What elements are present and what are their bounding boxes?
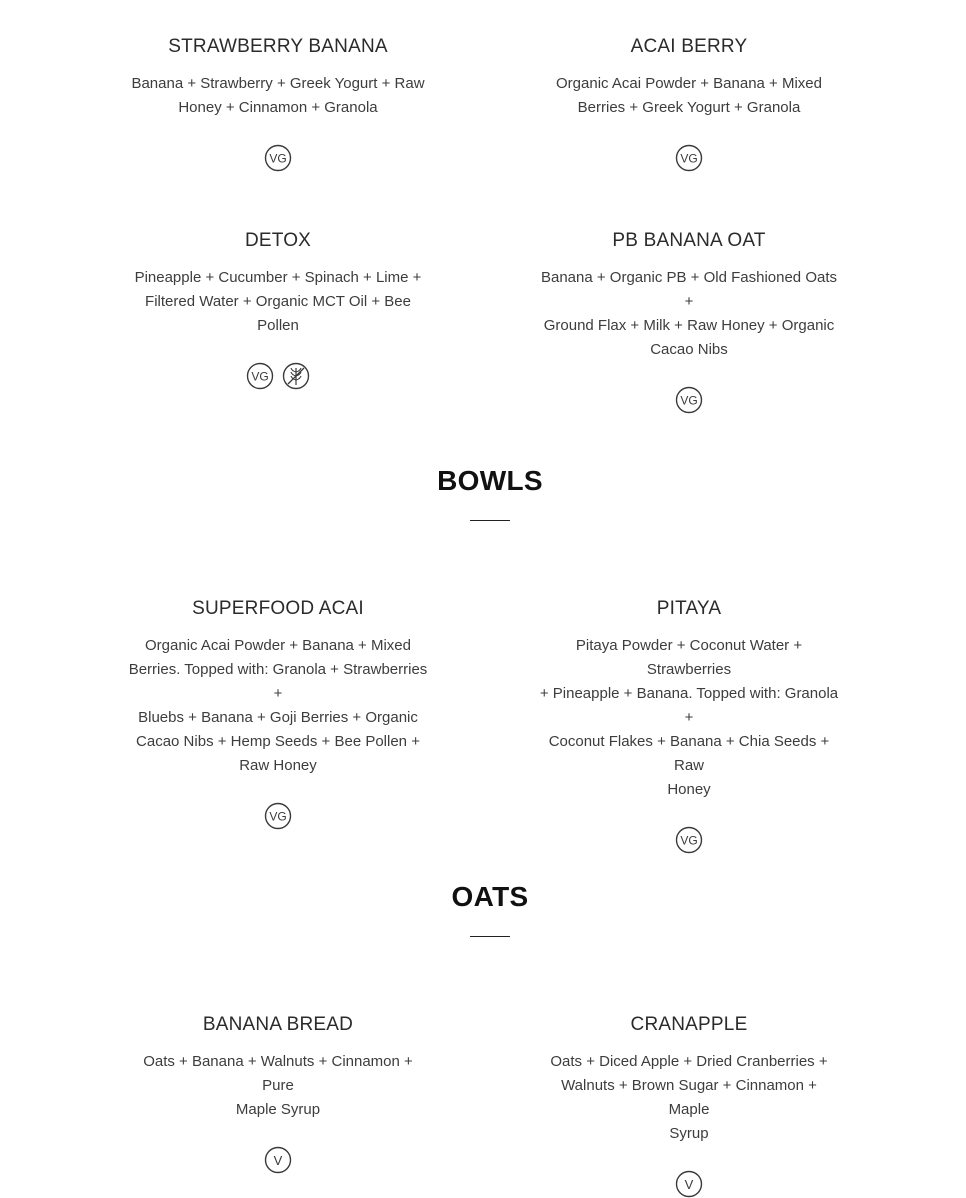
item-description: Banana + Organic PB + Old Fashioned Oats + Ground Flax + Milk + Raw Honey + Organic Cacao Nibs bbox=[540, 269, 837, 358]
menu-item-pb-banana-oat bbox=[539, 229, 839, 414]
item-description: Organic Acai Powder + Banana + Mixed Berries + Greek Yogurt + Granola bbox=[556, 75, 822, 116]
item-description: Pineapple + Cucumber + Spinach + Lime + Filtered Water + Organic MCT Oil + Bee Pollen bbox=[134, 269, 422, 334]
vegan-icon bbox=[264, 1146, 292, 1174]
item-name: PITAYA bbox=[656, 598, 722, 619]
menu-item-detox bbox=[128, 229, 428, 390]
item-name: BANANA BREAD bbox=[202, 1014, 354, 1035]
svg-text:VG: VG bbox=[269, 151, 287, 166]
svg-text:VG: VG bbox=[680, 151, 698, 166]
dietary-badges bbox=[539, 386, 839, 414]
dietary-badges bbox=[128, 362, 428, 390]
menu-item-banana-bread bbox=[128, 1013, 428, 1174]
section-divider bbox=[470, 936, 510, 937]
item-description: Oats + Banana + Walnuts + Cinnamon + Pure Maple Syrup bbox=[143, 1053, 413, 1118]
dietary-badges bbox=[539, 826, 839, 854]
svg-text:VG: VG bbox=[680, 393, 698, 408]
item-description: Oats + Diced Apple + Dried Cranberries + Walnuts + Brown Sugar + Cinnamon + Maple Syrup bbox=[550, 1053, 828, 1142]
vegetarian-icon bbox=[675, 386, 703, 414]
item-name: DETOX bbox=[244, 230, 312, 251]
item-name: CRANAPPLE bbox=[630, 1014, 748, 1035]
menu-item-strawberry-banana bbox=[128, 35, 428, 172]
svg-text:V: V bbox=[273, 1153, 283, 1168]
dietary-badges bbox=[128, 144, 428, 172]
dietary-badges bbox=[128, 802, 428, 830]
vegetarian-icon bbox=[264, 144, 292, 172]
svg-text:V: V bbox=[684, 1177, 694, 1192]
menu-item-pitaya bbox=[539, 597, 839, 854]
item-name: PB BANANA OAT bbox=[612, 230, 766, 251]
item-name: STRAWBERRY BANANA bbox=[168, 36, 388, 57]
vegetarian-icon bbox=[264, 802, 292, 830]
vegetarian-icon bbox=[246, 362, 274, 390]
svg-text:VG: VG bbox=[251, 369, 269, 384]
menu-item-acai-berry bbox=[539, 35, 839, 172]
svg-text:VG: VG bbox=[680, 833, 698, 848]
item-description: Banana + Strawberry + Greek Yogurt + Raw Honey + Cinnamon + Granola bbox=[131, 75, 425, 116]
menu-item-superfood-acai bbox=[128, 597, 428, 830]
item-name: SUPERFOOD ACAI bbox=[192, 598, 364, 619]
item-description: Organic Acai Powder + Banana + Mixed Berries. Topped with: Granola + Strawberries + Bluebs + Banana + Goji Berries + Organic Cacao Nibs + Hemp Seeds + Bee Pollen + Raw Honey bbox=[128, 637, 428, 774]
dietary-badges bbox=[539, 144, 839, 172]
menu-item-cranapple bbox=[539, 1013, 839, 1198]
dietary-badges bbox=[128, 1146, 428, 1174]
section-title-bowls: BOWLS bbox=[437, 465, 543, 496]
vegan-icon bbox=[675, 1170, 703, 1198]
item-name: ACAI BERRY bbox=[630, 36, 748, 57]
vegetarian-icon bbox=[675, 144, 703, 172]
svg-text:VG: VG bbox=[269, 809, 287, 824]
section-divider bbox=[470, 520, 510, 521]
vegetarian-icon bbox=[675, 826, 703, 854]
item-description: Pitaya Powder + Coconut Water + Strawberries + Pineapple + Banana. Topped with: Granola + Coconut Flakes + Banana + Chia Seeds + Raw Honey bbox=[539, 637, 839, 798]
section-title-oats: OATS bbox=[451, 881, 529, 912]
dietary-badges bbox=[539, 1170, 839, 1198]
gluten-free-icon bbox=[282, 362, 310, 390]
